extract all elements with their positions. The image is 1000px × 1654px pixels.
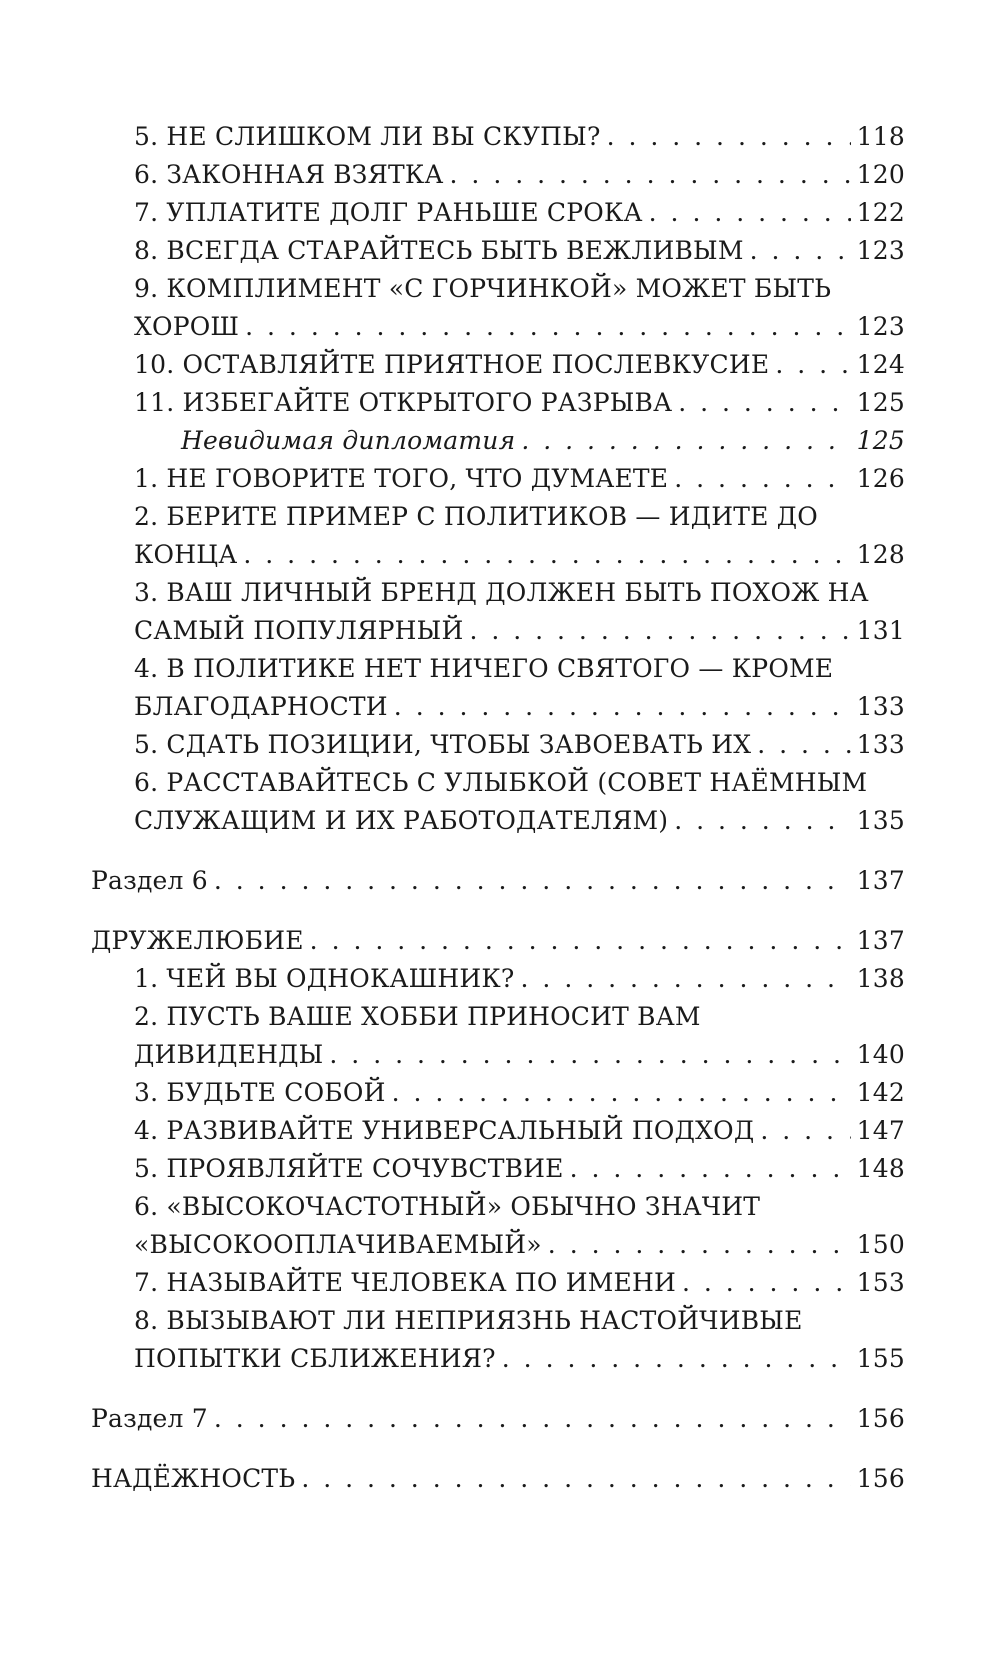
toc-entry-title-line: 6. РАССТАВАЙТЕСЬ С УЛЫБКОЙ (СОВЕТ НАЁМНЫМ xyxy=(134,768,868,797)
dot-leader xyxy=(214,1400,851,1438)
toc-entry-title: 11. ИЗБЕГАЙТЕ ОТКРЫТОГО РАЗРЫВА xyxy=(134,388,673,417)
toc-page-number: 122 xyxy=(856,198,905,227)
dot-leader xyxy=(214,862,851,900)
toc-entry xyxy=(91,1150,905,1188)
dot-leader xyxy=(521,422,850,460)
toc-page-number: 125 xyxy=(856,426,905,455)
toc-entry-title-line: 8. ВЫЗЫВАЮТ ЛИ НЕПРИЯЗНЬ НАСТОЙЧИВЫЕ xyxy=(134,1306,803,1335)
toc-entry-title: 5. СДАТЬ ПОЗИЦИИ, ЧТОБЫ ЗАВОЕВАТЬ ИХ xyxy=(134,730,752,759)
toc-entry-title: 5. НЕ СЛИШКОМ ЛИ ВЫ СКУПЫ? xyxy=(134,122,601,151)
toc-page-number: 156 xyxy=(856,1404,905,1433)
toc-entry-title: Раздел 6 xyxy=(91,866,208,895)
toc-entry xyxy=(91,346,905,384)
toc-page-number: 137 xyxy=(856,926,905,955)
toc-entry-title: 1. ЧЕЙ ВЫ ОДНОКАШНИК? xyxy=(134,964,515,993)
toc-entry-title: 6. ЗАКОННАЯ ВЗЯТКА xyxy=(134,160,444,189)
toc-entry-title-line: 9. КОМПЛИМЕНТ «С ГОРЧИНКОЙ» МОЖЕТ БЫТЬ xyxy=(134,274,832,303)
toc-entry xyxy=(91,574,905,650)
dot-leader xyxy=(469,612,850,650)
toc-entry-title-line: 2. ПУСТЬ ВАШЕ ХОББИ ПРИНОСИТ ВАМ xyxy=(134,1002,701,1031)
toc-page-number: 128 xyxy=(856,540,905,569)
dot-leader xyxy=(394,688,851,726)
toc-entry xyxy=(91,726,905,764)
toc-entry-title: 8. ВСЕГДА СТАРАЙТЕСЬ БЫТЬ ВЕЖЛИВЫМ xyxy=(134,236,744,265)
toc-entry-title: «ВЫСОКООПЛАЧИВАЕМЫЙ» xyxy=(134,1230,542,1259)
toc-page-number: 124 xyxy=(856,350,905,379)
toc-page-number: 137 xyxy=(856,866,905,895)
toc-entry xyxy=(91,232,905,270)
dot-leader xyxy=(450,156,851,194)
toc-page-number: 150 xyxy=(856,1230,905,1259)
toc-page-number: 155 xyxy=(856,1344,905,1373)
toc-page-number: 148 xyxy=(856,1154,905,1183)
toc-entry-title-line: 4. В ПОЛИТИКЕ НЕТ НИЧЕГО СВЯТОГО — КРОМЕ xyxy=(134,654,834,683)
toc-page-number: 123 xyxy=(856,312,905,341)
toc-page-number: 131 xyxy=(856,616,905,645)
toc-entry xyxy=(91,156,905,194)
toc-subheading-entry xyxy=(91,422,905,460)
toc-entry xyxy=(91,764,905,840)
dot-leader xyxy=(548,1226,851,1264)
toc-entry-title: СЛУЖАЩИМ И ИХ РАБОТОДАТЕЛЯМ) xyxy=(134,806,669,835)
toc-page-number: 138 xyxy=(856,964,905,993)
toc-section-entry xyxy=(91,922,905,960)
toc-entry xyxy=(91,194,905,232)
toc-section-entry xyxy=(91,1460,905,1498)
toc-entry-title: ДРУЖЕЛЮБИЕ xyxy=(91,926,304,955)
toc-entry xyxy=(91,498,905,574)
toc-entry-title: Раздел 7 xyxy=(91,1404,208,1433)
toc-page-number: 123 xyxy=(856,236,905,265)
dot-leader xyxy=(310,922,851,960)
toc-entry-title: ПОПЫТКИ СБЛИЖЕНИЯ? xyxy=(134,1344,496,1373)
toc-section-entry xyxy=(91,1400,905,1438)
dot-leader xyxy=(392,1074,851,1112)
toc-entry-title: ДИВИДЕНДЫ xyxy=(134,1040,324,1069)
toc-entry-title: 5. ПРОЯВЛЯЙТЕ СОЧУВСТВИЕ xyxy=(134,1154,564,1183)
toc-page-number: 156 xyxy=(856,1464,905,1493)
dot-leader xyxy=(243,536,850,574)
toc-entry-title: 7. УПЛАТИТЕ ДОЛГ РАНЬШЕ СРОКА xyxy=(134,198,643,227)
dot-leader xyxy=(245,308,851,346)
toc-entry-title-line: 2. БЕРИТЕ ПРИМЕР С ПОЛИТИКОВ — ИДИТЕ ДО xyxy=(134,502,818,531)
toc-entry-title: КОНЦА xyxy=(134,540,238,569)
toc-entry xyxy=(91,1264,905,1302)
toc-entry-title: 4. РАЗВИВАЙТЕ УНИВЕРСАЛЬНЫЙ ПОДХОД xyxy=(134,1116,755,1145)
dot-leader xyxy=(649,194,851,232)
dot-leader xyxy=(329,1036,850,1074)
toc-entry-title: 3. БУДЬТЕ СОБОЙ xyxy=(134,1078,386,1107)
toc-page-number: 120 xyxy=(856,160,905,189)
toc-entry xyxy=(91,1074,905,1112)
toc-entry-title: САМЫЙ ПОПУЛЯРНЫЙ xyxy=(134,616,464,645)
dot-leader xyxy=(521,960,851,998)
toc-entry xyxy=(91,270,905,346)
dot-leader xyxy=(674,802,850,840)
toc-page-number: 153 xyxy=(856,1268,905,1297)
toc-page-number: 125 xyxy=(856,388,905,417)
dot-leader xyxy=(674,460,850,498)
toc-entry-title: БЛАГОДАРНОСТИ xyxy=(134,692,388,721)
toc-entry-title: НАДЁЖНОСТЬ xyxy=(91,1464,296,1493)
toc-entry-title: 10. ОСТАВЛЯЙТЕ ПРИЯТНОЕ ПОСЛЕВКУСИЕ xyxy=(134,350,770,379)
toc-page-number: 133 xyxy=(856,692,905,721)
table-of-contents xyxy=(91,118,905,1498)
toc-entry xyxy=(91,960,905,998)
toc-entry-title: 1. НЕ ГОВОРИТЕ ТОГО, ЧТО ДУМАЕТЕ xyxy=(134,464,669,493)
dot-leader xyxy=(750,232,851,270)
dot-leader xyxy=(682,1264,851,1302)
dot-leader xyxy=(760,1112,850,1150)
toc-entry xyxy=(91,460,905,498)
toc-page-number: 135 xyxy=(856,806,905,835)
toc-entry-title: Невидимая дипломатия xyxy=(181,426,516,455)
toc-page-number: 147 xyxy=(856,1116,905,1145)
toc-page-number: 140 xyxy=(856,1040,905,1069)
dot-leader xyxy=(678,384,850,422)
dot-leader xyxy=(570,1150,851,1188)
toc-entry xyxy=(91,998,905,1074)
dot-leader xyxy=(301,1460,850,1498)
toc-page-number: 126 xyxy=(856,464,905,493)
toc-entry xyxy=(91,118,905,156)
toc-entry xyxy=(91,1188,905,1264)
toc-entry xyxy=(91,1302,905,1378)
toc-entry-title: ХОРОШ xyxy=(134,312,240,341)
dot-leader xyxy=(757,726,850,764)
toc-entry-title-line: 6. «ВЫСОКОЧАСТОТНЫЙ» ОБЫЧНО ЗНАЧИТ xyxy=(134,1192,761,1221)
toc-page-number: 118 xyxy=(856,122,905,151)
dot-leader xyxy=(502,1340,851,1378)
toc-entry-title-line: 3. ВАШ ЛИЧНЫЙ БРЕНД ДОЛЖЕН БЫТЬ ПОХОЖ НА xyxy=(134,578,869,607)
toc-entry xyxy=(91,384,905,422)
toc-entry xyxy=(91,650,905,726)
dot-leader xyxy=(607,118,851,156)
toc-entry xyxy=(91,1112,905,1150)
toc-entry-title: 7. НАЗЫВАЙТЕ ЧЕЛОВЕКА ПО ИМЕНИ xyxy=(134,1268,676,1297)
toc-section-entry xyxy=(91,862,905,900)
toc-page-number: 142 xyxy=(856,1078,905,1107)
toc-page-number: 133 xyxy=(856,730,905,759)
dot-leader xyxy=(775,346,850,384)
